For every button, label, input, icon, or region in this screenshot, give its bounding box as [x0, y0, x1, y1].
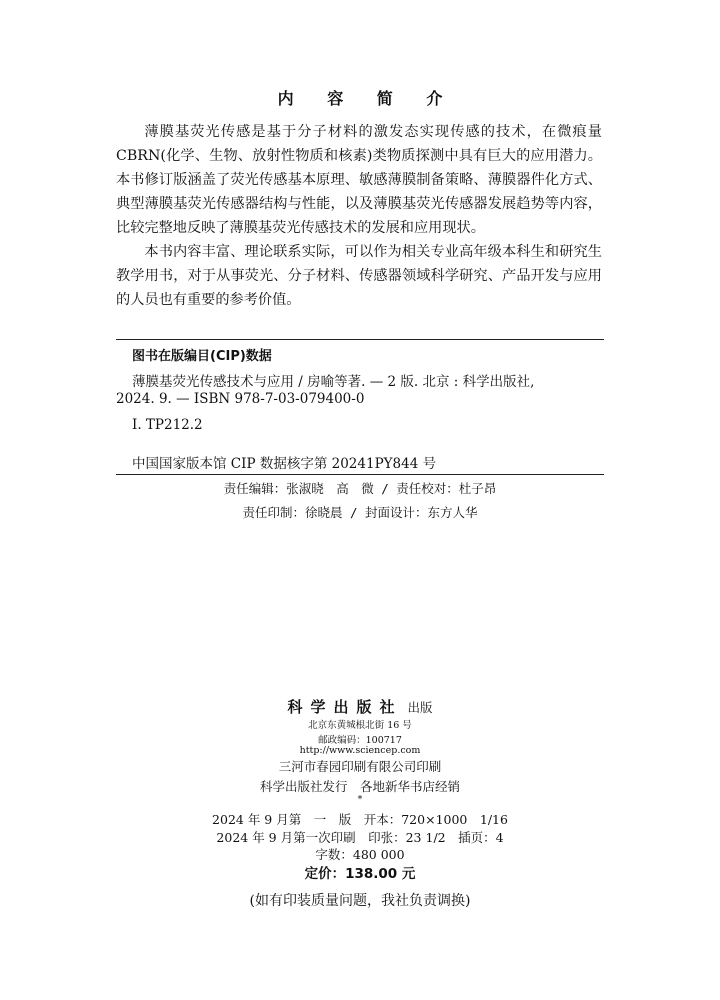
distribution-line: 科学出版社发行 各地新华书店经销	[259, 779, 460, 794]
quality-notice: (如有印装质量问题，我社负责调换)	[249, 893, 471, 909]
cip-heading: 图书在版编目(CIP)数据	[132, 349, 272, 364]
cip-classification: Ⅰ. TP212.2	[132, 417, 203, 433]
price: 定价：138.00 元	[304, 866, 416, 882]
intro-text	[116, 120, 602, 312]
production-credits: 责任印制：徐晓晨 / 封面设计：东方人华	[242, 505, 478, 520]
publisher-postcode: 邮政编码：100717	[318, 735, 402, 746]
publisher-website: http://www.sciencep.com	[299, 745, 421, 756]
publisher-logo: 科学出版社	[287, 698, 403, 716]
cip-bottom-rule	[116, 474, 604, 475]
edition-line-2: 2024 年 9 月第一次印刷 印张：23 1/2 插页：4	[216, 830, 504, 845]
intro-paragraph-1: 薄膜基荧光传感是基于分子材料的激发态实现传感的技术，在微痕量CBRN(化学、生物、放射性物质和核素)类物质探测中具有巨大的应用潜力。本书修订版涵盖了荧光传感基本原理、敏感薄膜制备策略、薄膜器件化方式、典型薄膜基荧光传感器结构与性能，以及薄膜基荧光传感器发展趋势等内容，比较完整地反映了薄膜基荧光传感技术的发展和应用现状。	[116, 124, 602, 236]
separator-star: *	[357, 794, 363, 805]
word-count: 字数：480 000	[315, 847, 405, 862]
cip-record-number: 中国国家版本馆 CIP 数据核字第 20241PY844 号	[132, 456, 437, 472]
cip-line-1: 薄膜基荧光传感技术与应用 / 房喻等著. — 2 版. 北京 : 科学出版社,	[132, 374, 535, 390]
edition-line-1: 2024 年 9 月第 一 版 开本：720×1000 1/16	[212, 812, 508, 827]
page-title: 内 容 简 介	[277, 89, 457, 108]
intro-paragraph-2: 本书内容丰富、理论联系实际，可以作为相关专业高年级本科生和研究生教学用书，对于从事荧光、分子材料、传感器领域科学研究、产品开发与应用的人员也有重要的参考价值。	[116, 244, 602, 308]
publisher-heading	[0, 696, 720, 717]
cip-top-rule	[116, 339, 604, 340]
publisher-suffix: 出版	[407, 700, 433, 715]
printer-line: 三河市春园印刷有限公司印刷	[278, 759, 442, 774]
cip-line-2: 2024. 9. — ISBN 978-7-03-079400-0	[116, 391, 365, 407]
editor-credits: 责任编辑：张淑晓 高 微 / 责任校对：杜子昂	[223, 481, 497, 496]
publisher-address: 北京东黄城根北街 16 号	[308, 720, 412, 731]
